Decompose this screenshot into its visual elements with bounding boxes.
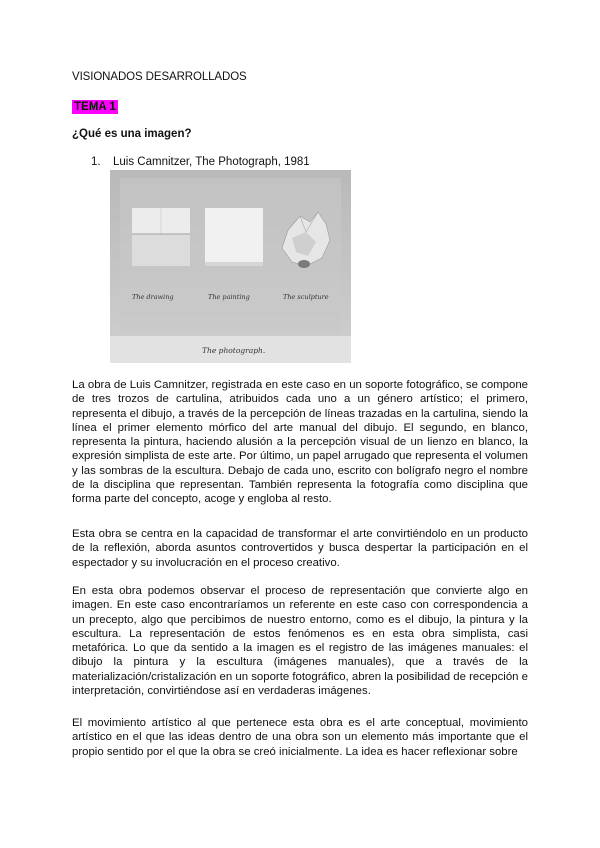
drawing-card: [132, 208, 190, 266]
question-heading: ¿Qué es una imagen?: [72, 128, 192, 140]
numbered-list-item: [91, 156, 310, 168]
caption-photograph: The photograph.: [202, 346, 266, 355]
document-title: VISIONADOS DESARROLLADOS: [72, 71, 247, 83]
caption-sculpture: The sculpture: [283, 293, 329, 301]
section-heading-highlighted: TEMA 1: [74, 101, 116, 113]
caption-painting: The painting: [208, 293, 250, 301]
paragraph-2: Esta obra se centra en la capacidad de transformar el arte convirtiéndolo en un producto de la reflexión, aborda asuntos controvertidos y busca despertar la participación en el espectador y su involucración en el proceso creativo.: [72, 528, 528, 569]
list-number: 1.: [91, 156, 101, 168]
list-item-text: Luis Camnitzer, The Photograph, 1981: [113, 156, 310, 168]
artwork-photograph-image: [110, 170, 351, 363]
caption-drawing: The drawing: [132, 293, 174, 301]
painting-card: [205, 208, 263, 266]
paragraph-1: La obra de Luis Camnitzer, registrada en este caso en un soporte fotográfico, se compone de tres trozos de cartulina, atribuidos cada uno a un género artístico; el primero, representa el dibujo, a través de la percepción de líneas trazadas en la cartulina, siendo la línea el primer elemento mórfico del arte manual del dibujo. El segundo, en blanco, representa la pintura, haciendo alusión a la percepción visual de un lienzo en blanco, la expresión simplista de este arte. Por último, un papel arrugado que representa el volumen y las sombras de la escultura. Debajo de cada uno, escrito con bolígrafo negro el nombre de la disciplina que representan. También representa la fotografía como disciplina que forma parte del concepto, acoge y engloba al resto.: [72, 379, 528, 506]
paragraph-4: El movimiento artístico al que pertenece esta obra es el arte conceptual, movimiento artístico en el que las ideas dentro de una obra son un elemento más importante que el propio sentido por el que la obra se creó inicialmente. La idea es hacer reflexionar sobre: [72, 717, 528, 758]
artwork-photograph: [110, 170, 351, 363]
paragraph-3: En esta obra podemos observar el proceso de representación que convierte algo en imagen. En este caso encontraríamos un referente en este caso con correspondencia a un precepto, algo que percibimos de nuestro entorno, como es el dibujo, la pintura y la escultura. La representación de estos fenómenos es en esta obra simplista, casi metafórica. Lo que da sentido a la imagen es el registro de las imágenes manuales: el dibujo la pintura y la escultura (imágenes manuales), que a través de la materialización/cristalización en un soporte fotográfico, abren la posibilidad de recepción e interpretación, convirtiéndose así en verdaderas imágenes.: [72, 585, 528, 698]
